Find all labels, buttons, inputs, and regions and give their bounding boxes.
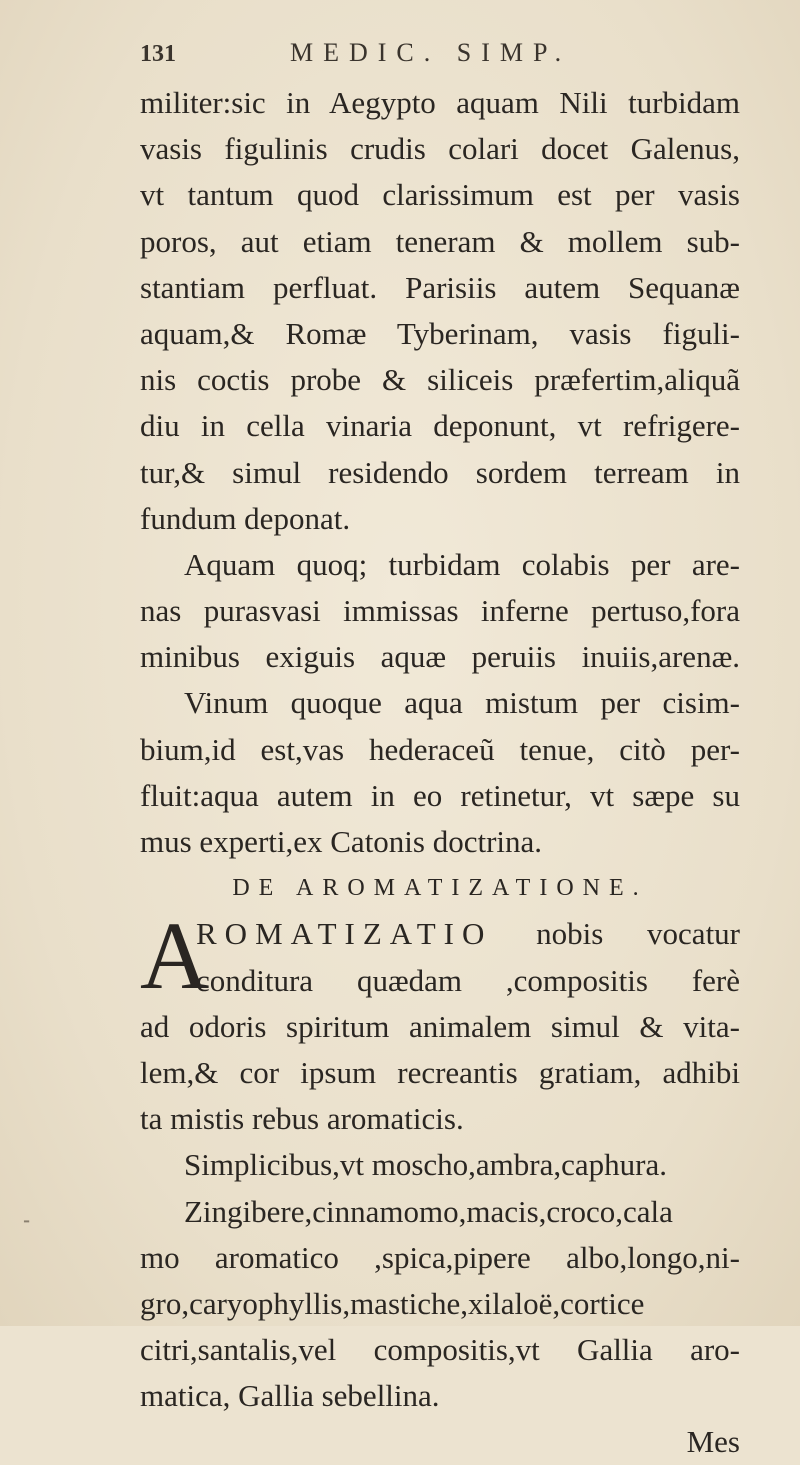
text-line: ta mistis rebus aromaticis. xyxy=(140,1101,464,1137)
text-line: mo aromatico ,spica,pipere albo,longo,ni- xyxy=(140,1239,740,1275)
text-line: vasis figulinis crudis colari docet Galenus, xyxy=(140,131,740,167)
running-title: MEDIC. SIMP. xyxy=(290,38,572,67)
catchword: Mes xyxy=(686,1424,740,1460)
text-line: fluit:aqua autem in eo retinetur, vt sæpe su xyxy=(140,777,740,813)
text-line: stantiam perfluat. Parisiis autem Sequanæ xyxy=(140,269,740,305)
text-line: vt tantum quod clarissimum est per vasis xyxy=(140,177,740,213)
section-paragraph-1 xyxy=(140,902,740,1142)
section-heading: DE AROMATIZATIONE. xyxy=(232,875,648,902)
text-line: tur,& simul residendo sordem terream in xyxy=(140,454,740,490)
folio-number: 131 xyxy=(140,41,176,67)
text-line xyxy=(196,911,740,957)
text-line: militer:sic in Aegypto aquam Nili turbidam xyxy=(140,85,740,120)
paragraph-2 xyxy=(140,542,740,681)
text-line: bium,id est,vas hederaceũ tenue, citò per- xyxy=(140,731,740,767)
text-line: Vinum quoque aqua mistum per cisim- xyxy=(184,685,740,721)
text-line: Zingibere,cinnamomo,macis,croco,cala xyxy=(184,1193,673,1229)
margin-mark: ⁃ xyxy=(22,1212,31,1232)
text-line: conditura quædam ,compositis ferè xyxy=(196,962,740,998)
paragraph-1 xyxy=(140,80,740,542)
text-line: Aquam quoq; turbidam colabis per are- xyxy=(184,546,740,582)
section-paragraph-2 xyxy=(140,1142,740,1419)
text-line: lem,& cor ipsum recreantis gratiam, adhibi xyxy=(140,1054,740,1090)
first-line-rest: nobis vocatur xyxy=(536,916,740,952)
text-block xyxy=(140,80,740,1465)
text-line: ad odoris spiritum animalem simul & vita- xyxy=(140,1008,740,1044)
text-line: diu in cella vinaria deponunt, vt refrigere- xyxy=(140,408,740,444)
text-line: minibus exiguis aquæ peruiis inuiis,arenæ. xyxy=(140,639,740,675)
drop-cap-initial: A xyxy=(140,902,210,1010)
text-line: nis coctis probe & siliceis præfertim,aliquã xyxy=(140,362,740,398)
text-line: nas purasvasi immissas inferne pertuso,fora xyxy=(140,593,740,629)
running-head xyxy=(140,38,740,80)
text-line: poros, aut etiam teneram & mollem sub- xyxy=(140,223,740,259)
text-line: aquam,& Romæ Tyberinam, vasis figuli- xyxy=(140,315,740,351)
text-line: matica, Gallia sebellina. xyxy=(140,1378,440,1414)
first-line-caps: ROMATIZATIO xyxy=(196,916,493,952)
text-line: fundum deponat. xyxy=(140,500,351,536)
text-line: Simplicibus,vt moscho,ambra,caphura. xyxy=(184,1147,667,1183)
text-line: gro,caryophyllis,mastiche,xilaloë,cortice xyxy=(140,1285,645,1321)
text-line: citri,santalis,vel compositis,vt Gallia aro- xyxy=(140,1332,740,1368)
paragraph-3 xyxy=(140,680,740,865)
text-line: mus experti,ex Catonis doctrina. xyxy=(140,824,543,859)
